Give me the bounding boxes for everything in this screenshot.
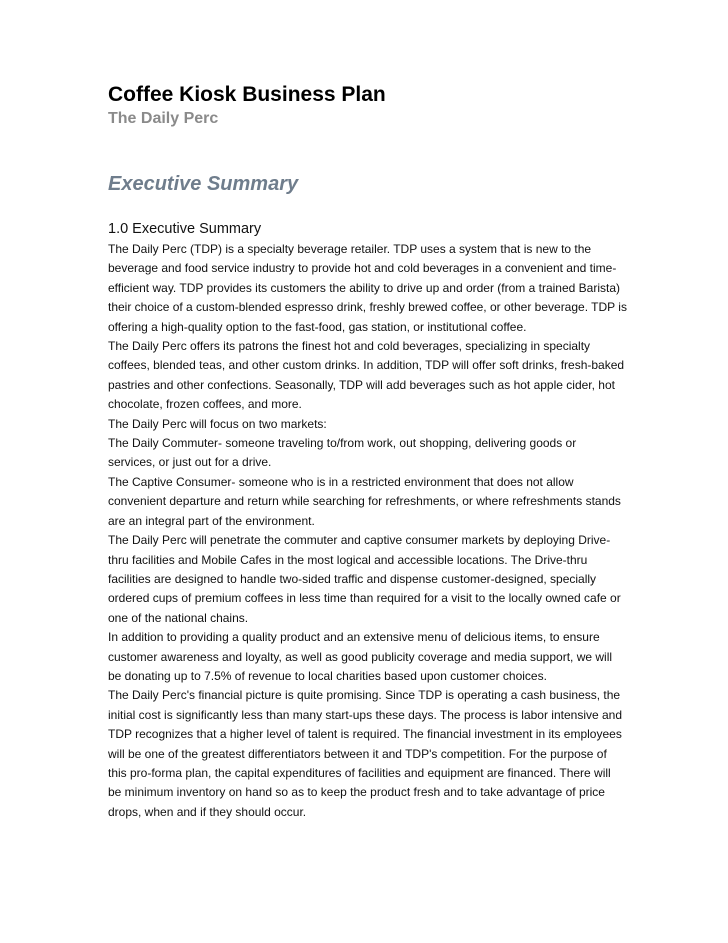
subsection-heading: 1.0 Executive Summary <box>108 221 262 237</box>
section-heading: Executive Summary <box>108 173 299 195</box>
paragraph <box>108 240 628 337</box>
paragraph-line: thru facilities and Mobile Cafes in the most logical and accessible locations. The Drive-thru <box>108 552 588 567</box>
paragraph <box>108 415 628 434</box>
paragraph <box>108 686 628 822</box>
paragraph-line: convenient departure and return while searching for refreshments, or where refreshments stands <box>108 494 621 509</box>
paragraph-line: drops, when and if they should occur. <box>108 804 307 819</box>
paragraph-line: chocolate, frozen coffees, and more. <box>108 397 302 412</box>
paragraph <box>108 531 628 628</box>
document-subtitle: The Daily Perc <box>108 110 219 127</box>
paragraph-line: facilities are designed to handle two-sided traffic and dispense customer-designed, specially <box>108 571 597 586</box>
paragraph-line: initial cost is significantly less than many start-ups these days. The process is labor intensive and <box>108 707 623 722</box>
paragraph-line: be donating up to 7.5% of revenue to local charities based upon customer choices. <box>108 668 547 683</box>
paragraph <box>108 434 628 473</box>
paragraph-line: their choice of a custom-blended espresso drink, freshly brewed coffee, or other beverage. TDP is <box>108 300 627 315</box>
paragraph-line: offering a high-quality option to the fast-food, gas station, or institutional coffee. <box>108 319 527 334</box>
paragraph-line: The Daily Commuter- someone traveling to/from work, out shopping, delivering goods or <box>108 436 577 451</box>
paragraph-line: The Daily Perc (TDP) is a specialty beverage retailer. TDP uses a system that is new to the <box>108 242 592 256</box>
paragraph-line: pastries and other confections. Seasonally, TDP will add beverages such as hot apple cider, hot <box>108 377 615 392</box>
paragraph <box>108 628 628 686</box>
paragraph-line: be minimum inventory on hand so as to keep the product fresh and to take advantage of price <box>108 785 605 800</box>
paragraph-line: The Daily Perc will focus on two markets: <box>108 416 327 431</box>
paragraph <box>108 337 628 415</box>
paragraph-line: The Daily Perc offers its patrons the finest hot and cold beverages, specializing in specialty <box>108 339 591 354</box>
paragraph-line: coffees, blended teas, and other custom drinks. In addition, TDP will offer soft drinks, fresh-baked <box>108 358 625 373</box>
paragraph-line: this pro-forma plan, the capital expenditures of facilities and equipment are financed. There will <box>108 765 611 780</box>
paragraph-line: The Captive Consumer- someone who is in a restricted environment that does not allow <box>108 474 574 489</box>
paragraph-line: ordered cups of premium coffees in less time than required for a visit to the locally owned cafe or <box>108 591 621 606</box>
document-body <box>108 240 628 822</box>
paragraph-line: are an integral part of the environment. <box>108 513 315 528</box>
document-page <box>108 82 628 819</box>
paragraph-line: customer awareness and loyalty, as well as good publicity coverage and media support, we will <box>108 649 613 664</box>
paragraph-line: beverage and food service industry to provide hot and cold beverages in a convenient and time- <box>108 261 617 276</box>
paragraph-line: TDP recognizes that a higher level of talent is required. The financial investment in its employees <box>108 727 622 742</box>
paragraph <box>108 473 628 531</box>
paragraph-line: The Daily Perc's financial picture is quite promising. Since TDP is operating a cash business, the <box>108 688 621 703</box>
document-title: Coffee Kiosk Business Plan <box>108 83 386 106</box>
paragraph-line: one of the national chains. <box>108 610 249 625</box>
paragraph-line: services, or just out for a drive. <box>108 455 272 470</box>
paragraph-line: In addition to providing a quality product and an extensive menu of delicious items, to ensure <box>108 630 600 645</box>
paragraph-line: efficient way. TDP provides its customers the ability to drive up and order (from a trained Barista) <box>108 280 621 295</box>
paragraph-line: The Daily Perc will penetrate the commuter and captive consumer markets by deploying Drive- <box>108 533 611 548</box>
paragraph-line: will be one of the greatest differentiators between it and TDP's competition. For the purpose of <box>108 746 607 761</box>
